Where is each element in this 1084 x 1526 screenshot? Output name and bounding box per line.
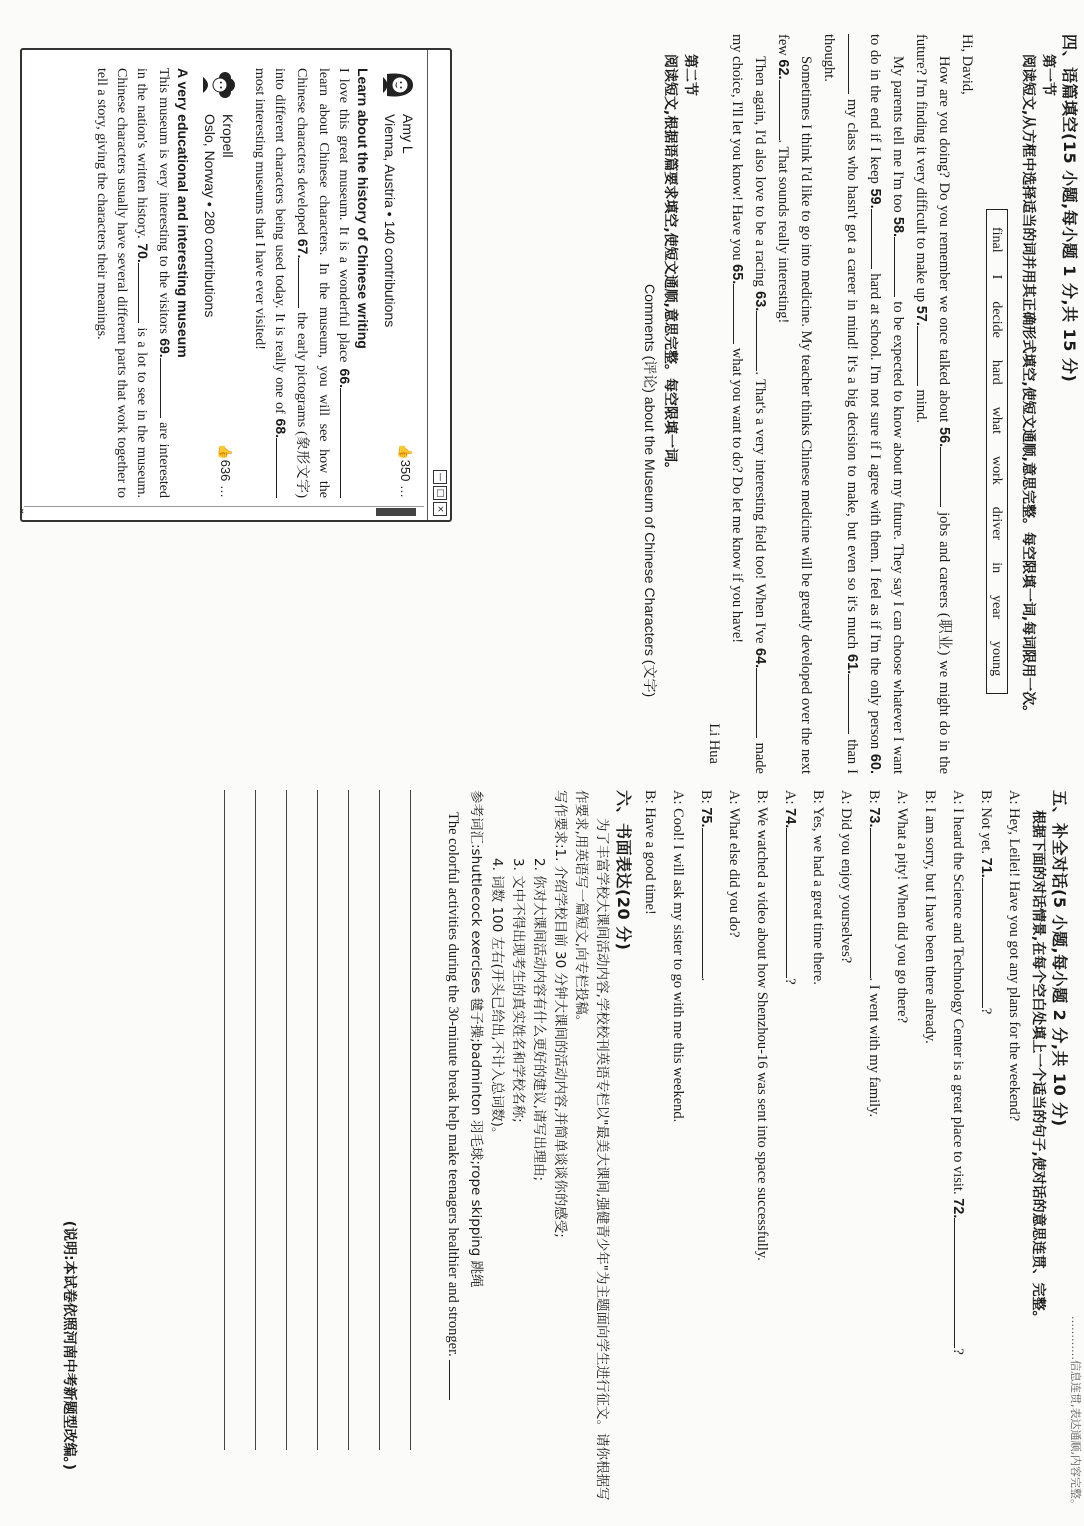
review-kropell <box>91 68 237 498</box>
blank-69[interactable] <box>160 358 175 418</box>
blank-number-65: 65. <box>729 264 745 285</box>
window-controls <box>433 470 447 516</box>
blank-number-64: 64. <box>752 648 768 669</box>
footnote: (说明:本试卷依照河南中考新题型改编。) <box>61 1220 77 1470</box>
dialogue-line: A: Did you enjoy yourselves? <box>838 790 854 964</box>
part4-section1-instructions: 阅读短文,从方框中选择适当的词并用其正确形式填空,使短文通顺,意思完整。每空限填一词,每词限用一次。 <box>1020 54 1036 720</box>
word-box-item: young <box>989 641 1004 677</box>
blank-58[interactable] <box>894 237 909 297</box>
letter-paragraph-1: How are you doing? Do you remember we once talked about 56. jobs and careers (职业) we might do in the future? I'm finding it very difficult to make up 57. mind. <box>909 34 955 774</box>
blank-60[interactable] <box>848 34 863 94</box>
blank-71[interactable] <box>982 878 997 1008</box>
letter-paragraph-2: My parents tell me I'm too 58. to be expected to know about my future. They say I can choose whatever I want to do in the end if I keep 59. hard at school. I'm not sure if I agree with them. I feel as if I'm the only person 60. my class who hasn't got a career in mind! It's a big decision to make, but even so it's much 61. than I thought. <box>817 34 909 774</box>
word-box-item: year <box>989 595 1004 620</box>
blank-number-60: 60. <box>867 753 883 775</box>
blank-number-59: 59. <box>867 188 883 209</box>
letter <box>702 34 978 774</box>
writing-line[interactable] <box>286 790 317 1450</box>
review-title: Learn about the history of Chinese writing <box>355 68 371 349</box>
word-box-item: I <box>989 274 1004 280</box>
blank-number-61: 61. <box>844 654 860 675</box>
review-author <box>381 114 417 498</box>
blank-number-70: 70. <box>135 243 151 263</box>
close-icon[interactable]: × <box>433 502 447 516</box>
minimize-icon[interactable]: — <box>433 470 447 484</box>
writing-line[interactable] <box>317 790 348 1450</box>
review-author <box>201 114 237 498</box>
blank-56[interactable] <box>940 447 955 507</box>
scroll-down-icon[interactable]: ⌄ <box>18 507 29 516</box>
part4-section1-title: 第一节 <box>1040 54 1056 96</box>
comments-window <box>20 48 452 522</box>
dialogue-line: A: Hey, Leilei! Have you got any plans for the weekend? <box>1006 790 1022 1122</box>
blank-75[interactable] <box>702 828 717 978</box>
reference-vocabulary: 参考词汇:shuttlecock exercises 毽子操;badminton 羽毛球;rope skipping 跳绳 <box>468 790 484 1288</box>
writing-line[interactable] <box>255 790 286 1450</box>
part5-instructions: 根据下面的对话情景,在每个空白处填上一个适当的句子,使对话的意思连贯、完整。 <box>1030 810 1046 1325</box>
dialogue-line: B: We watched a video about how Shenzhou-16 was sent into space successfully. <box>754 790 770 1261</box>
scrollbar-thumb[interactable] <box>376 508 416 516</box>
word-box-item: final <box>989 227 1004 253</box>
reviewer-meta: Vienna, Austria • 140 contributions <box>382 114 398 328</box>
dialogue-line: A: I heard the Science and Technology Center is a great place to visit. 72.? <box>944 790 972 1510</box>
blank-number-73: 73. <box>866 807 882 828</box>
letter-paragraph-3: Sometimes I think I'd like to go into medicine. My teacher thinks Chinese medicine will be greatly developed over the next few 62.. That sounds really interesting! <box>775 34 814 774</box>
blank-66[interactable] <box>340 388 355 498</box>
blank-68[interactable] <box>276 438 291 498</box>
comments-title: Comments (评论) about the Museum of Chinese Characters (文字) <box>642 284 658 698</box>
blank-number-63: 63. <box>752 291 768 312</box>
review-amy <box>249 68 417 498</box>
maximize-icon[interactable]: □ <box>433 486 447 500</box>
blank-number-66: 66. <box>337 368 353 388</box>
blank-number-74: 74. <box>782 808 798 829</box>
essay-blank-inline[interactable] <box>449 1360 464 1400</box>
blank-number-57: 57. <box>913 305 929 326</box>
writing-line[interactable] <box>410 790 441 1450</box>
blank-62[interactable] <box>779 80 794 140</box>
part6-title: 六、书面表达(20 分) <box>614 790 633 951</box>
reviewer-name: Kropell <box>220 114 236 158</box>
requirement-2: 2. 你对大课间活动内容有什么更好的建议,请写出理由; <box>531 858 547 1182</box>
like-count[interactable]: 👍636 … <box>218 443 233 498</box>
word-box-item: what <box>989 406 1004 434</box>
word-box <box>986 209 1008 694</box>
clipped-top-text: …………信息连贯,表达通顺,内容完整。 <box>1069 1316 1082 1510</box>
review-body: This museum is very interesting to the visitors 69. are interested in the nation's written history. 70. is a lot to see in the museum. Chinese characters usually have several different parts that work together to tell a story, giving the characters their meanings. <box>94 68 173 499</box>
review-body: I love this great museum. It is a wonderful place 66. learn about Chinese characters. In the museum, you will see how the Chinese characters developed 67. the early pictograms (象形文字) into different characters being used today. It is really one of 68. most interesting museums that I have ever visited! <box>252 68 353 498</box>
blank-number-69: 69. <box>157 338 173 358</box>
part6-prompt: 为了丰富学校大课间活动内容,学校校刊英语专栏以"最美大课间,强健青少年"为主题面向学生进行征文。请你根据写作要求,用英语写一篇短文,向专栏投稿。 <box>573 790 610 1501</box>
dialogue-line: B: Have a good time! <box>642 790 658 915</box>
window-titlebar <box>427 50 450 520</box>
blank-64[interactable] <box>756 668 771 738</box>
blank-number-56: 56. <box>936 427 952 448</box>
blank-number-71: 71. <box>978 857 994 878</box>
blank-65[interactable] <box>733 284 748 344</box>
dialogue-line: A: What else did you do? <box>726 790 742 938</box>
requirement-4: 4. 词数 100 左右(开头已给出,不计入总词数)。 <box>489 858 505 1141</box>
blank-number-68: 68. <box>273 418 289 438</box>
word-box-item: decide <box>989 301 1004 338</box>
letter-paragraph-4: Then again, I'd also love to be a racing 63.. That's a very interesting field too! When I've 64. made my choice, I'll let you know! Have you 65. what you want to do? Do let me know if you have! <box>725 34 771 774</box>
word-box-item: driver <box>989 506 1004 541</box>
writing-line[interactable] <box>224 790 255 1450</box>
word-box-item: in <box>989 562 1004 574</box>
dialogue-line: B: 73.. I went with my family. <box>860 790 888 1510</box>
reviewer-meta: Oslo, Norway • 280 contributions <box>202 114 218 318</box>
part4-section2-instructions: 阅读短文,根据语篇要求填空,使短文通顺,意思完整。每空限填一词。 <box>662 54 678 476</box>
word-box-item: hard <box>989 359 1004 385</box>
scrollbar[interactable] <box>18 506 424 517</box>
part4-title: 四、语篇填空(15 小题,每小题 1 分,共 15 分) <box>1060 34 1079 383</box>
blank-74[interactable] <box>786 828 801 978</box>
blank-67[interactable] <box>298 258 313 308</box>
dialogue-line: A: What a pity! When did you go there? <box>894 790 910 1024</box>
thumbs-up-icon: 👍 <box>398 443 413 460</box>
review-title: A very educational and interesting museum <box>175 68 191 358</box>
blank-57[interactable] <box>917 326 932 386</box>
blank-number-62: 62. <box>775 59 791 80</box>
writing-line[interactable] <box>379 790 410 1450</box>
writing-area[interactable] <box>224 790 441 1450</box>
blank-number-67: 67. <box>295 238 311 259</box>
part5-6-column <box>0 790 1080 1510</box>
blank-70[interactable] <box>138 263 153 323</box>
letter-greeting: Hi, David, <box>959 34 975 95</box>
like-count[interactable]: 👍350 … <box>398 443 413 498</box>
dialogue-line: B: Yes, we had a great time there. <box>810 790 826 985</box>
dialogue-line: A: Cool! I will ask my sister to go with me this weekend. <box>670 790 686 1123</box>
dialogue <box>636 790 1028 1510</box>
blank-61[interactable] <box>848 674 863 734</box>
dialogue-line: B: Not yet. 71.? <box>972 790 1000 1510</box>
requirement-3: 3. 文中不得出现考生的真实姓名和学校名称; <box>510 858 526 1123</box>
writing-line[interactable] <box>348 790 379 1450</box>
avatar-man-icon <box>203 68 237 102</box>
avatar-woman-icon <box>383 68 417 102</box>
dialogue-line: B: 75.. <box>692 790 720 1510</box>
dialogue-line: A: 74.? <box>776 790 804 1510</box>
requirement-1: 写作要求:1. 介绍学校目前 30 分钟大课间的活动内容,并简单谈谈你的感受; <box>552 790 568 1238</box>
blank-number-75: 75. <box>698 807 714 828</box>
blank-72[interactable] <box>954 1218 969 1348</box>
reviewer-name: Amy L <box>400 114 416 154</box>
part4-column <box>0 34 1080 774</box>
part4-section2-title: 第二节 <box>682 54 698 96</box>
blank-number-72: 72. <box>950 1198 966 1219</box>
letter-signature: Li Hua <box>706 723 722 764</box>
blank-63[interactable] <box>756 311 771 371</box>
blank-59[interactable] <box>871 209 886 269</box>
word-box-item: work <box>989 455 1004 485</box>
blank-number-58: 58. <box>890 216 906 238</box>
blank-73[interactable] <box>870 828 885 978</box>
thumbs-up-icon: 👍 <box>218 443 233 460</box>
dialogue-line: B: I am sorry, but I have been there already. <box>922 790 938 1044</box>
part5-title: 五、补全对话(5 小题,每小题 2 分,共 10 分) <box>1050 790 1069 1127</box>
essay-opening: The colorful activities during the 30-minute break help make teenagers healthier and stronger. <box>441 790 465 1510</box>
